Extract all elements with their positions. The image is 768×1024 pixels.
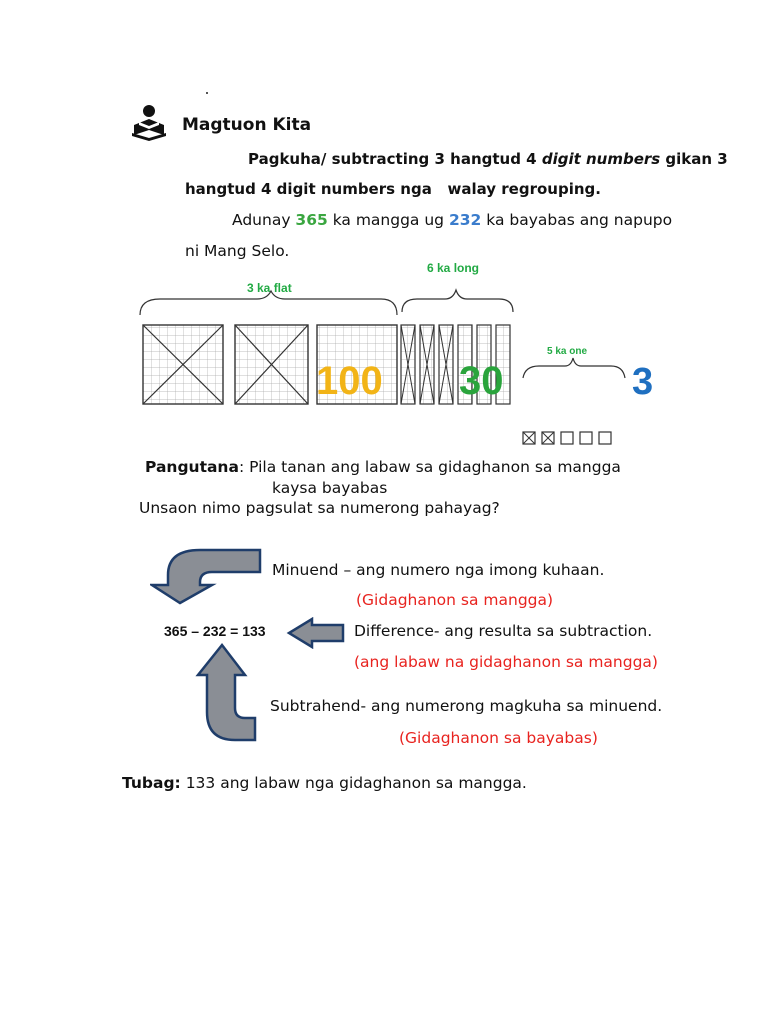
minuend-definition: Minuend – ang numero nga imong kuhaan.: [272, 561, 605, 579]
flat-block-2: [235, 325, 308, 404]
longs-brace: [402, 290, 513, 312]
minuend-note: (Gidaghanon sa mangga): [356, 591, 554, 609]
flats-label: 3 ka flat: [247, 281, 292, 295]
story-mid: ka mangga ug: [327, 211, 449, 229]
question: [145, 458, 621, 476]
ones-brace: [523, 358, 625, 378]
difference-definition: Difference- ang resulta sa subtraction.: [354, 622, 653, 640]
base-ten-blocks: [135, 255, 655, 455]
ones-label: 5 ka one: [547, 346, 588, 357]
flat-block-1: [143, 325, 223, 404]
stray-dot: [206, 92, 208, 94]
curved-arrow-up-icon: [195, 640, 260, 745]
question-label: Pangutana: [145, 458, 239, 476]
subtitle-part2: gikan 3: [660, 150, 728, 168]
answer-label: Tubag:: [122, 774, 181, 792]
arrow-left-icon: [286, 617, 346, 649]
subtitle-italic: digit numbers: [541, 150, 661, 168]
mango-count: 365: [295, 211, 328, 229]
equation: 365 – 232 = 133: [164, 623, 266, 639]
subtitle-part1: Pagkuha/ subtracting 3 hangtud 4: [248, 150, 542, 168]
guava-count: 232: [448, 211, 482, 229]
lesson-subtitle-line2: hangtud 4 digit numbers nga walay regrouping.: [185, 180, 601, 198]
question-line2: kaysa bayabas: [272, 479, 388, 497]
difference-note: (ang labaw na gidaghanon sa mangga): [354, 653, 658, 671]
story-suffix: ka bayabas ang napupo: [481, 211, 673, 229]
hundreds-value: 100: [316, 359, 383, 403]
reading-person-icon: [128, 103, 170, 143]
question-text: : Pila tanan ang labaw sa gidaghanon sa mangga: [238, 458, 621, 476]
longs-label: 6 ka long: [427, 261, 480, 275]
answer-text: 133 ang labaw nga gidaghanon sa mangga.: [180, 774, 527, 792]
subtrahend-definition: Subtrahend- ang numerong magkuha sa minuend.: [270, 697, 663, 715]
question-line3: Unsaon nimo pagsulat sa numerong pahayag?: [139, 499, 500, 517]
lesson-subtitle: [248, 150, 728, 168]
ones-value: 3: [632, 361, 654, 403]
subtrahend-note: (Gidaghanon sa bayabas): [399, 729, 598, 747]
curved-arrow-down-icon: [150, 545, 265, 605]
flats-brace: [140, 291, 397, 315]
page-title: Magtuon Kita: [182, 115, 312, 135]
answer: [122, 774, 527, 792]
one-blocks: [523, 432, 611, 444]
tens-value: 30: [459, 359, 504, 403]
story-prefix: Adunay: [232, 211, 296, 229]
story-line2: ni Mang Selo.: [185, 242, 290, 260]
story-text: [232, 211, 672, 229]
